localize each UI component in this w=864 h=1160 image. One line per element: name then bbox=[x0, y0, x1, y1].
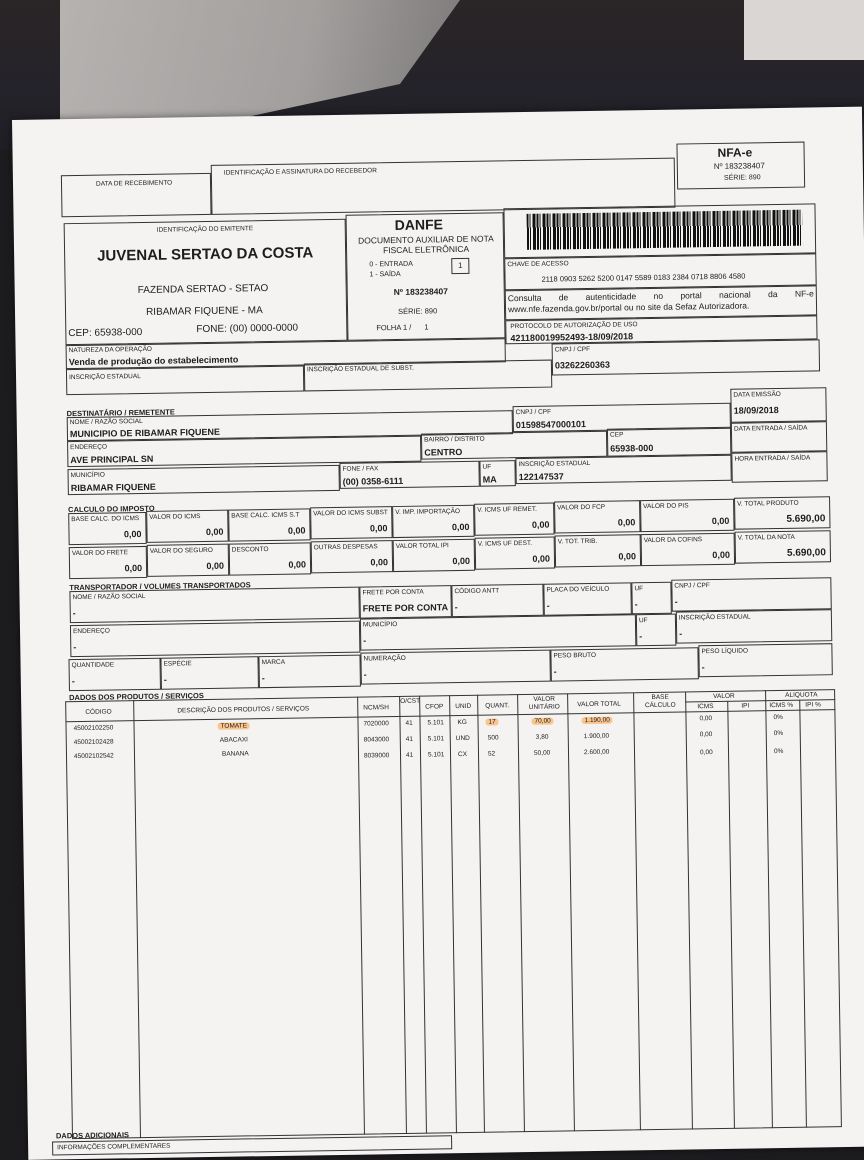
row-descricao: BANANA bbox=[221, 750, 249, 758]
header-unid: UNID bbox=[455, 702, 472, 711]
imposto-cell-value: 0,00 bbox=[369, 523, 388, 534]
imposto-cell-label: V. ICMS UF DEST. bbox=[477, 539, 533, 548]
emitente-box bbox=[64, 219, 348, 345]
transp-frete-box bbox=[359, 585, 451, 618]
transp-antt: - bbox=[454, 602, 458, 613]
transp-uf: - bbox=[634, 599, 638, 610]
transp-numeracao-label: NUMERAÇÃO bbox=[363, 654, 406, 663]
emitente-label: IDENTIFICAÇÃO DO EMITENTE bbox=[156, 225, 254, 234]
dest-cnpj: 01598547000101 bbox=[515, 419, 587, 431]
imposto-cell-value: 0,00 bbox=[712, 549, 730, 560]
emitente-fone: FONE: (00) 0000-0000 bbox=[196, 322, 299, 336]
danfe-box bbox=[346, 212, 506, 340]
row-valor-total: 1.900,00 bbox=[583, 732, 610, 741]
adicionais-section: DADOS ADICIONAIS bbox=[55, 1130, 130, 1141]
emitente-cep: CEP: 65938-000 bbox=[68, 326, 143, 340]
emitente-cidade: RIBAMAR FIQUENE - MA bbox=[145, 305, 263, 318]
imposto-cell-label: VALOR DO PIS bbox=[643, 502, 689, 510]
danfe-subtitle: DOCUMENTO AUXILIAR DE NOTA FISCAL ELETRÔNICA bbox=[357, 233, 494, 256]
ie-subst-box bbox=[304, 360, 552, 392]
row-valor-unitario: 50,00 bbox=[533, 749, 551, 757]
imposto-cell-value: 0,00 bbox=[618, 551, 637, 562]
hora-entrada-box bbox=[731, 451, 827, 483]
dest-nome: MUNICIPIO DE RIBAMAR FIQUENE bbox=[69, 426, 221, 440]
transp-municipio-label: MUNICÍPIO bbox=[362, 621, 398, 629]
imposto-cell-value: 0,00 bbox=[370, 557, 389, 568]
header-ipi: IPI bbox=[741, 702, 750, 710]
dest-fone-box bbox=[339, 461, 479, 489]
transp-marca: - bbox=[261, 673, 265, 684]
natureza-label: NATUREZA DA OPERAÇÃO bbox=[68, 345, 153, 355]
imposto-cell bbox=[554, 501, 640, 534]
transp-uf2-label: UF bbox=[638, 617, 648, 625]
transp-especie: - bbox=[163, 674, 167, 685]
cnpj-emitente-label: CNPJ / CPF bbox=[554, 345, 591, 354]
dest-municipio-box bbox=[67, 465, 339, 495]
imposto-cell-label: DESCONTO bbox=[231, 545, 269, 554]
imposto-cell-value: 0,00 bbox=[617, 517, 636, 528]
imposto-cell bbox=[474, 503, 554, 536]
transp-antt-label: CÓDIGO ANTT bbox=[454, 587, 500, 596]
danfe-folha-total: 1 bbox=[424, 322, 429, 332]
imposto-section: CALCULO DO IMPOSTO bbox=[68, 503, 155, 515]
transp-uf2: - bbox=[639, 631, 643, 642]
imposto-cell-label: V. TOT. TRIB. bbox=[557, 538, 598, 546]
cnpj-emitente-box bbox=[552, 339, 820, 375]
row-icms: 0,00 bbox=[699, 749, 713, 757]
danfe-entrada: 0 - ENTRADA bbox=[369, 260, 413, 269]
nfa-serie: SÉRIE: 890 bbox=[723, 174, 761, 182]
header-cfop: CFOP bbox=[425, 703, 444, 711]
row-cfop: 5.101 bbox=[427, 719, 444, 727]
header-quant: QUANT. bbox=[485, 702, 510, 710]
header-icms: ICMS bbox=[697, 703, 714, 711]
background-right-corner bbox=[744, 0, 864, 60]
transp-quantidade-label: QUANTIDADE bbox=[71, 661, 115, 670]
header-cst: O/CST bbox=[400, 697, 421, 705]
nfa-numero: Nº 183238407 bbox=[713, 161, 765, 171]
dest-cep-box bbox=[607, 427, 731, 457]
imposto-cell bbox=[555, 535, 641, 568]
dest-uf-label: UF bbox=[482, 463, 492, 471]
nfa-title: NFA-e bbox=[717, 145, 753, 160]
row-codigo: 45002102542 bbox=[73, 752, 114, 761]
imposto-cell-value: 5.690,00 bbox=[786, 513, 826, 526]
chave-box bbox=[504, 253, 816, 290]
ie-subst-label: INSCRIÇÃO ESTADUAL DE SUBST. bbox=[306, 364, 414, 374]
transp-numeracao-box bbox=[360, 650, 550, 685]
natureza-value: Venda de produção do estabelecimento bbox=[68, 354, 239, 368]
imposto-cell-label: BASE CALC. ICMS S.T bbox=[231, 511, 300, 520]
imposto-cell-label: VALOR TOTAL IPI bbox=[395, 541, 449, 550]
transp-peso-bruto-box bbox=[550, 647, 698, 681]
imposto-cell-value: 0,00 bbox=[124, 563, 143, 574]
imposto-cell-label: V. ICMS UF REMET. bbox=[477, 505, 537, 514]
consulta-box bbox=[505, 285, 817, 320]
emitente-nome: JUVENAL SERTAO DA COSTA bbox=[97, 244, 314, 265]
transp-placa-box bbox=[543, 582, 631, 615]
dest-bairro-label: BAIRRO / DISTRITO bbox=[424, 435, 485, 444]
row-codigo: 45002102428 bbox=[73, 738, 114, 747]
dest-cep-label: CEP bbox=[609, 431, 624, 439]
imposto-cell bbox=[311, 540, 393, 573]
row-cfop: 5.101 bbox=[427, 751, 445, 759]
consulta-text: Consulta de autenticidade no portal nacional da NF-e www.nfe.fazenda.gov.br/portal ou no site da Sefaz Autorizadora. bbox=[507, 288, 814, 315]
chave-label: CHAVE DE ACESSO bbox=[507, 260, 569, 269]
transp-uf2-box bbox=[636, 614, 676, 647]
danfe-numero: Nº 183238407 bbox=[393, 286, 448, 298]
identificacao-recebedor-label: IDENTIFICAÇÃO E ASSINATURA DO RECEBEDOR bbox=[223, 167, 377, 177]
imposto-cell-label: VALOR DO SEGURO bbox=[149, 547, 213, 556]
row-icms: 0,00 bbox=[699, 731, 713, 739]
imposto-cell-label: OUTRAS DESPESAS bbox=[313, 543, 378, 552]
transp-endereco-box bbox=[70, 621, 360, 658]
dest-ie-box bbox=[515, 455, 731, 484]
row-valor-total: 1.190,00 bbox=[581, 717, 612, 724]
data-emissao-box bbox=[730, 387, 827, 423]
imposto-cell bbox=[393, 538, 475, 571]
destinatario-section: DESTINATÁRIO / REMETENTE bbox=[66, 407, 175, 419]
header-aliquota: ALIQUOTA bbox=[785, 691, 818, 699]
imposto-cell-value: 0,00 bbox=[451, 521, 470, 532]
transp-marca-box bbox=[258, 655, 360, 689]
dest-fone-label: FONE / FAX bbox=[342, 465, 379, 473]
imposto-cell bbox=[146, 510, 228, 543]
dest-ie-label: INSCRIÇÃO ESTADUAL bbox=[518, 459, 591, 469]
transp-municipio-box bbox=[360, 614, 636, 650]
protocolo-value: 421180019952493-18/09/2018 bbox=[510, 331, 634, 344]
data-recebimento-box bbox=[61, 173, 212, 217]
transp-frete-label: FRETE POR CONTA bbox=[362, 588, 424, 597]
imposto-cell bbox=[640, 499, 734, 532]
dest-bairro: CENTRO bbox=[424, 446, 463, 458]
adicionais-info-label: INFORMAÇÕES COMPLEMENTARES bbox=[57, 1142, 171, 1152]
imposto-cell-value: 0,00 bbox=[205, 527, 224, 538]
transp-placa: - bbox=[546, 600, 550, 611]
imposto-cell bbox=[68, 512, 146, 545]
imposto-cell-value: 0,00 bbox=[206, 561, 225, 572]
row-ncm: 8043000 bbox=[363, 736, 390, 744]
imposto-cell-label: VALOR DO ICMS SUBST bbox=[313, 509, 388, 518]
imposto-cell bbox=[228, 508, 310, 541]
imposto-cell-value: 0,00 bbox=[711, 515, 730, 526]
dest-nome-label: NOME / RAZÃO SOCIAL bbox=[69, 417, 143, 427]
imposto-cell-value: 0,00 bbox=[288, 559, 307, 570]
imposto-cell bbox=[147, 544, 229, 577]
row-valor-total: 2.600,00 bbox=[583, 748, 610, 757]
data-entrada-box bbox=[731, 421, 827, 453]
transp-frete: FRETE POR CONTA bbox=[362, 602, 449, 614]
produtos-section: DADOS DOS PRODUTOS / SERVIÇOS bbox=[69, 691, 204, 703]
chave-value: 2118 0903 5262 5200 0147 5589 0183 2384 0718 8806 4580 bbox=[541, 271, 746, 284]
imposto-cell-label: VALOR DO ICMS bbox=[149, 513, 201, 522]
imposto-cell-label: VALOR DO FRETE bbox=[71, 549, 129, 558]
data-emissao-label: DATA EMISSÃO bbox=[733, 390, 781, 399]
ie-label: INSCRIÇÃO ESTADUAL bbox=[68, 373, 141, 382]
imposto-cell bbox=[69, 546, 147, 579]
transp-nome-box bbox=[69, 587, 359, 624]
imposto-cell-value: 0,00 bbox=[287, 525, 306, 536]
danfe-title: DANFE bbox=[394, 216, 444, 234]
barcode-box bbox=[503, 203, 816, 258]
row-descricao: TOMATE bbox=[217, 722, 250, 730]
row-icms: 0,00 bbox=[699, 715, 713, 723]
transp-ie: - bbox=[679, 628, 683, 639]
row-descricao: ABACAXI bbox=[219, 736, 249, 744]
row-cst: 41 bbox=[405, 719, 413, 727]
row-codigo: 45002102250 bbox=[73, 724, 114, 733]
imposto-cell-label: VALOR DO FCP bbox=[557, 504, 606, 512]
imposto-cell-label: BASE CALC. DO ICMS bbox=[71, 515, 140, 524]
imposto-cell bbox=[641, 532, 735, 565]
imposto-cell-value: 0,00 bbox=[531, 519, 550, 530]
transp-antt-box bbox=[451, 584, 543, 617]
row-cfop: 5.101 bbox=[427, 735, 445, 743]
danfe-serie: SÉRIE: 890 bbox=[397, 306, 438, 316]
row-quant: 500 bbox=[487, 734, 499, 742]
row-cst: 41 bbox=[405, 735, 414, 743]
transp-cnpj: - bbox=[674, 596, 678, 607]
header-ncm: NCM/SH bbox=[363, 704, 389, 712]
transp-uf-box bbox=[631, 582, 671, 615]
header-descricao: DESCRIÇÃO DOS PRODUTOS / SERVIÇOS bbox=[177, 705, 310, 715]
transp-peso-liquido-label: PESO LÍQUIDO bbox=[701, 647, 749, 656]
hora-entrada-label: HORA ENTRADA / SAÍDA bbox=[734, 454, 811, 463]
imposto-cell-label: V. TOTAL DA NOTA bbox=[737, 533, 795, 542]
data-recebimento-label: DATA DE RECEBIMENTO bbox=[95, 179, 173, 188]
dest-municipio-label: MUNICÍPIO bbox=[70, 471, 105, 480]
protocolo-label: PROTOCOLO DE AUTORIZAÇÃO DE USO bbox=[510, 321, 638, 331]
header-valor: VALOR bbox=[713, 692, 735, 701]
transp-nome: - bbox=[72, 608, 76, 619]
transp-especie-box bbox=[160, 656, 258, 690]
imposto-cell-value: 0,00 bbox=[452, 555, 471, 566]
transp-cnpj-box bbox=[671, 577, 831, 612]
dest-endereco-label: ENDEREÇO bbox=[70, 443, 108, 452]
transp-nome-label: NOME / RAZÃO SOCIAL bbox=[72, 592, 146, 602]
imposto-cell-value: 0,00 bbox=[123, 529, 142, 540]
transp-ie-box bbox=[676, 609, 832, 643]
row-aliquota: 0% bbox=[773, 747, 784, 756]
data-emissao: 18/09/2018 bbox=[733, 404, 779, 416]
dest-cnpj-label: CNPJ / CPF bbox=[515, 408, 552, 417]
row-valor-unitario: 3,80 bbox=[535, 733, 549, 741]
dest-ie: 122147537 bbox=[518, 471, 564, 483]
imposto-cell-value: 5.690,00 bbox=[786, 547, 826, 560]
dest-uf-box bbox=[479, 460, 515, 487]
imposto-cell bbox=[392, 504, 474, 537]
dest-municipio: RIBAMAR FIQUENE bbox=[70, 481, 156, 494]
row-quant: 52 bbox=[487, 750, 496, 758]
transp-peso-bruto: - bbox=[553, 666, 557, 677]
transp-uf-label: UF bbox=[634, 585, 644, 593]
row-ncm: 8039000 bbox=[363, 752, 390, 760]
row-aliquota: 0% bbox=[773, 729, 784, 738]
imposto-cell bbox=[734, 496, 830, 530]
imposto-cell-label: V. TOTAL PRODUTO bbox=[737, 499, 799, 508]
header-valor-unitario: VALOR UNITÁRIO bbox=[528, 695, 560, 711]
transp-quantidade-box bbox=[68, 658, 160, 691]
transp-peso-liquido: - bbox=[701, 662, 705, 673]
header-base-calculo: BASE CÁLCULO bbox=[644, 693, 676, 710]
transp-marca-label: MARCA bbox=[261, 658, 286, 667]
dest-uf: MA bbox=[482, 474, 497, 485]
transp-peso-liquido-box bbox=[698, 643, 832, 677]
header-icms-pct: ICMS % bbox=[769, 701, 794, 710]
danfe-saida: 1 - SAÍDA bbox=[369, 270, 401, 279]
imposto-cell-value: 0,00 bbox=[532, 553, 551, 564]
header-ipi-pct: IPI % bbox=[805, 701, 821, 709]
dest-bairro-box bbox=[421, 431, 607, 460]
row-quant: 17 bbox=[485, 718, 498, 725]
imposto-cell bbox=[310, 506, 392, 539]
header-valor-total: VALOR TOTAL bbox=[577, 700, 621, 709]
nfa-box bbox=[676, 142, 805, 190]
transp-especie-label: ESPÉCIE bbox=[163, 660, 192, 668]
data-entrada-label: DATA ENTRADA / SAÍDA bbox=[733, 424, 808, 433]
imposto-cell bbox=[229, 542, 311, 575]
row-ncm: 7020000 bbox=[363, 720, 389, 728]
row-unid: UND bbox=[455, 734, 470, 743]
dest-fone: (00) 0358-6111 bbox=[342, 475, 404, 487]
imposto-cell bbox=[475, 537, 555, 570]
header-codigo: CÓDIGO bbox=[85, 708, 112, 716]
cnpj-emitente-value: 03262260363 bbox=[554, 359, 611, 371]
imposto-cell-label: V. IMP. IMPORTAÇÃO bbox=[395, 507, 461, 516]
danfe-tipo-box: 1 bbox=[451, 258, 469, 274]
transp-peso-bruto-label: PESO BRUTO bbox=[553, 651, 597, 660]
emitente-fazenda: FAZENDA SERTAO - SETAO bbox=[137, 282, 269, 297]
transp-ie-label: INSCRIÇÃO ESTADUAL bbox=[678, 613, 751, 622]
danfe-folha: FOLHA 1 / bbox=[376, 322, 412, 333]
transportador-section: TRANSPORTADOR / VOLUMES TRANSPORTADOS bbox=[69, 580, 251, 593]
imposto-cell bbox=[735, 530, 831, 564]
transp-quantidade: - bbox=[71, 676, 75, 687]
transp-numeracao: - bbox=[363, 669, 367, 680]
dest-endereco: AVE PRINCIPAL SN bbox=[70, 453, 154, 466]
transp-endereco: - bbox=[73, 642, 77, 653]
transp-municipio: - bbox=[363, 635, 367, 646]
barcode-image bbox=[527, 210, 804, 250]
transp-endereco-label: ENDEREÇO bbox=[72, 627, 110, 636]
dest-cep: 65938-000 bbox=[610, 442, 654, 454]
row-cst: 41 bbox=[405, 751, 414, 759]
transp-cnpj-label: CNPJ / CPF bbox=[674, 582, 710, 590]
row-unid: CX bbox=[457, 750, 468, 759]
danfe-document bbox=[12, 107, 864, 1160]
row-valor-unitario: 70,00 bbox=[531, 718, 553, 725]
ie-box bbox=[66, 365, 304, 395]
transp-placa-label: PLACA DO VEÍCULO bbox=[546, 585, 610, 594]
row-aliquota: 0% bbox=[773, 713, 783, 722]
row-unid: KG bbox=[457, 718, 467, 727]
imposto-cell-label: VALOR DA COFINS bbox=[643, 536, 703, 544]
